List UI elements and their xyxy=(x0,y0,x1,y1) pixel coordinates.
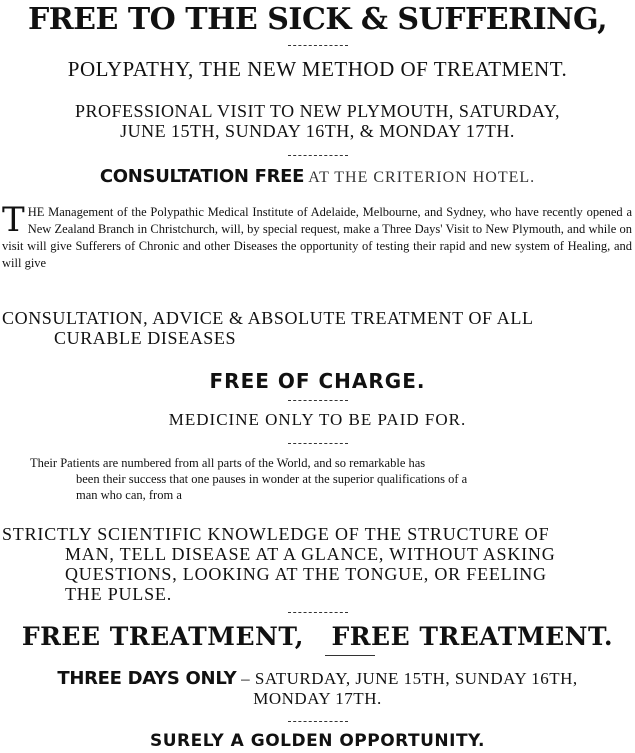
underline-bar xyxy=(325,655,375,656)
strict-line-2: MAN, TELL DISEASE AT A GLANCE, WITHOUT ASKING xyxy=(65,544,556,564)
three-days-only: THREE DAYS ONLY xyxy=(57,668,237,689)
divider xyxy=(288,612,348,613)
patients-paragraph xyxy=(30,455,635,503)
body-paragraph xyxy=(2,200,632,272)
divider xyxy=(288,45,348,46)
drop-cap: T xyxy=(2,200,25,240)
visit-announcement xyxy=(0,101,635,141)
three-days-dates: – SATURDAY, JUNE 15TH, SUNDAY 16TH, xyxy=(236,669,578,688)
advice-line-2: CURABLE DISEASES xyxy=(54,328,237,348)
visit-line-2: JUNE 15TH, SUNDAY 16TH, & MONDAY 17TH. xyxy=(120,121,515,141)
hotel-location: AT THE CRITERION HOTEL. xyxy=(304,169,536,186)
strict-line-4: THE PULSE. xyxy=(65,584,172,604)
patients-line-1: Their Patients are numbered from all parts of the World, and so remarkable has xyxy=(30,456,426,470)
advice-line-1: CONSULTATION, ADVICE & ABSOLUTE TREATMENT OF ALL xyxy=(2,308,534,328)
divider xyxy=(288,443,348,444)
medicine-notice: MEDICINE ONLY TO BE PAID FOR. xyxy=(168,410,467,429)
free-treatment-banner: FREE TREATMENT, FREE TREATMENT. xyxy=(21,622,614,651)
patients-line-2: been their success that one pauses in wonder at the superior qualifications of a xyxy=(76,472,468,486)
patients-line-3: man who can, from a xyxy=(76,488,182,502)
divider xyxy=(288,155,348,156)
consultation-line xyxy=(0,166,635,187)
headline: FREE TO THE SICK & SUFFERING, xyxy=(27,2,608,37)
consultation-free: CONSULTATION FREE xyxy=(99,166,305,187)
scientific-knowledge-block xyxy=(2,524,634,604)
free-of-charge: FREE OF CHARGE. xyxy=(209,369,426,393)
three-days-line-2: MONDAY 17TH. xyxy=(253,689,382,708)
visit-line-1: PROFESSIONAL VISIT TO NEW PLYMOUTH, SATURDAY, xyxy=(75,101,560,121)
divider xyxy=(288,721,348,722)
strict-line-1: STRICTLY SCIENTIFIC KNOWLEDGE OF THE STRUCTURE OF xyxy=(2,524,550,544)
divider xyxy=(288,400,348,401)
subheadline: POLYPATHY, THE NEW METHOD OF TREATMENT. xyxy=(67,57,568,81)
consultation-advice-heading xyxy=(2,308,632,348)
strict-line-3: QUESTIONS, LOOKING AT THE TONGUE, OR FEELING xyxy=(65,564,547,584)
body-text: HE Management of the Polypathic Medical Institute of Adelaide, Melbourne, and Sydney, who have recently opened a New Zealand Branch in Christchurch, will, by special request, make a Three Days' Visit to New Plymouth, and while on visit will give Sufferers of Chronic and other Diseases the opportunity of testing their rapid and new system of Healing, and will give xyxy=(2,205,632,270)
closing-line: SURELY A GOLDEN OPPORTUNITY. xyxy=(150,731,485,751)
three-days-notice xyxy=(0,669,635,709)
